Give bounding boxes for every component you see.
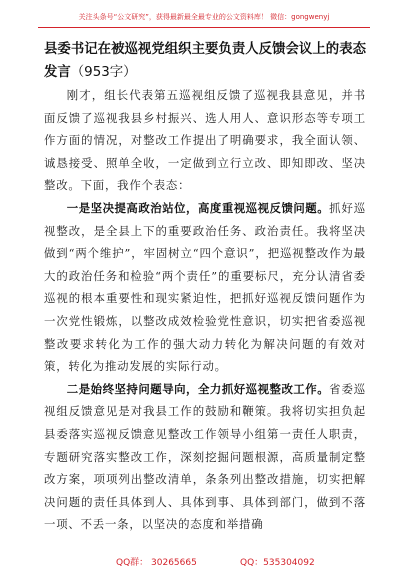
paragraph-intro bbox=[44, 84, 366, 197]
title-text: 县委书记在被巡视党组织主要负责人反馈会议上的表态发言 bbox=[44, 42, 366, 80]
word-count: （953字） bbox=[70, 65, 137, 80]
watermark-header: 关注头条号“公文研究”，获得最新最全最专业的公文资料库！ 微信：gongwenyj bbox=[78, 13, 330, 21]
header-divider bbox=[38, 27, 370, 28]
paragraph-body: 省委巡视组反馈意见是对我县工作的鼓励和鞭策。我将切实担负起县委落实巡视反馈意见整改工作领导小组第一责任人职责，专题研究落实整改工作，深刻挖掘问题根源，高质量制定整改方案，项项列出整改清单，条条列出整改措施，切实把解决问题的责任具体到人、具体到事、具体到部门，做到不落一项、不丢一条，以坚决的态度和举措确 bbox=[44, 381, 366, 532]
document-body bbox=[44, 38, 366, 536]
paragraph-body: 抓好巡视整改，是全县上下的重要政治任务、政治责任。我将坚决做到“两个维护”，牢固树立“四个意识”，把巡视整改作为最大的政治任务和检验“两个责任”的重要标尺，充分认清省委巡视的根本重要性和现实紧迫性，把抓好巡视反馈问题作为一次党性锻炼，以整改成效检验党性意识，切实把省委巡视整改要求转化为工作的强大动力转化为解决问题的有效对策，转化为推动发展的实际行动。 bbox=[44, 200, 366, 374]
document-title bbox=[44, 38, 366, 84]
paragraph-point-two bbox=[44, 378, 366, 536]
qq-group-number: QQ群： 30265665 bbox=[116, 558, 197, 568]
footer-contact bbox=[0, 555, 408, 569]
paragraph-point-one bbox=[44, 197, 366, 378]
paragraph-heading: 二是始终坚持问题导向，全力抓好巡视整改工作。 bbox=[66, 381, 330, 396]
qq-number: QQ：535304092 bbox=[240, 558, 315, 568]
paragraph-heading: 一是坚决提高政治站位，高度重视巡视反馈问题。 bbox=[66, 200, 330, 215]
paragraph-body: 刚才，组长代表第五巡视组反馈了巡视我县意见，并书面反馈了巡视我县乡村振兴、选人用人、意识形态等专项工作方面的情况，对整改工作提出了明确要求，我全面认领、诚恳接受、照单全收，一定做到立行立改、即知即改、坚决整改。下面，我作个表态： bbox=[44, 88, 366, 193]
